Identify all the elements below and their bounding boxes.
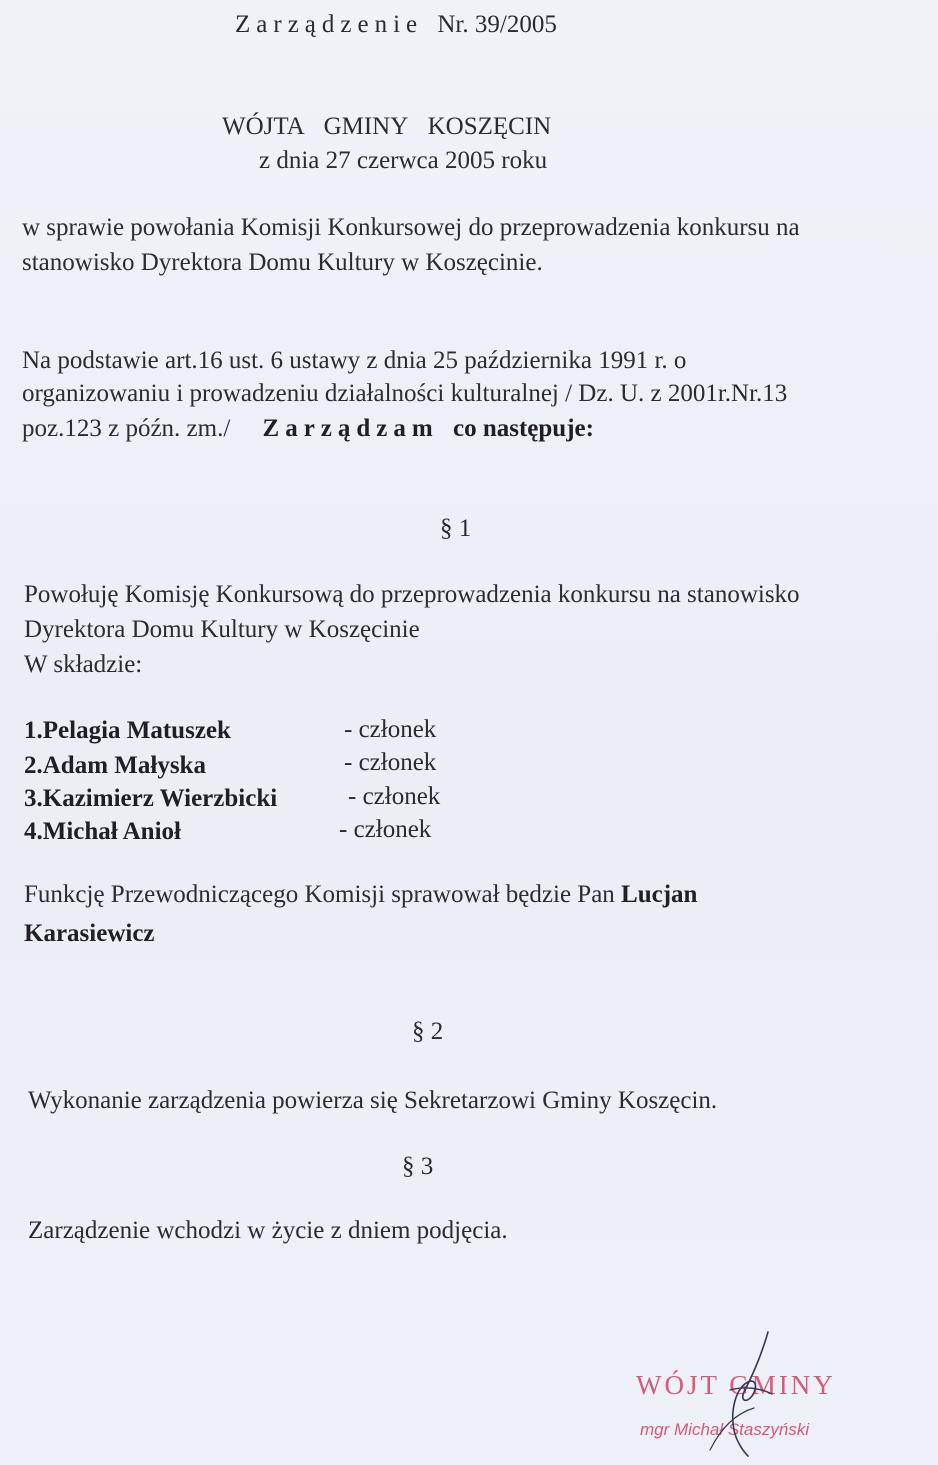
section-2-text: Wykonanie zarządzenia powierza się Sekretarzowi Gminy Koszęcin. <box>28 1087 718 1114</box>
basis-line-3 <box>22 412 594 446</box>
handwritten-signature <box>700 1330 800 1460</box>
subject-line-1: w sprawie powołania Komisji Konkursowej do przeprowadzenia konkursu na <box>22 214 800 241</box>
section-3-marker: § 3 <box>402 1153 434 1180</box>
basis-line-2: organizowaniu i prowadzeniu działalności kulturalnej / Dz. U. z 2001r.Nr.13 <box>22 380 788 407</box>
basis-citation: poz.123 z późn. zm./ <box>22 415 231 442</box>
issuing-authority: WÓJTA GMINY KOSZĘCIN <box>222 113 552 140</box>
member-role: - członek <box>344 716 437 743</box>
chair-prefix: Funkcję Przewodniczącego Komisji sprawował będzie Pan <box>24 881 615 908</box>
chair-first-name: Lucjan <box>621 881 698 908</box>
member-role: - członek <box>348 783 441 810</box>
section-1-line-3: W składzie: <box>24 651 143 678</box>
section-2-marker: § 2 <box>412 1018 444 1045</box>
document-title <box>235 8 557 42</box>
decree-rest: co następuje: <box>452 415 594 442</box>
member-role: - członek <box>339 816 432 843</box>
member-name: 2.Adam Małyska <box>24 752 206 779</box>
subject-line-2: stanowisko Dyrektora Domu Kultury w Koszęcinie. <box>22 249 543 276</box>
section-1-line-2: Dyrektora Domu Kultury w Koszęcinie <box>24 616 420 643</box>
title-word: Zarządzenie <box>235 11 424 38</box>
member-name: 3.Kazimierz Wierzbicki <box>24 785 278 812</box>
member-role: - członek <box>344 749 437 776</box>
chair-line-1 <box>24 878 697 912</box>
stamp-title: WÓJT GMINY <box>636 1370 836 1400</box>
member-name: 4.Michał Anioł <box>24 818 181 845</box>
section-1-marker: § 1 <box>440 515 472 542</box>
member-name: 1.Pelagia Matuszek <box>24 717 231 744</box>
decree-word: Zarządzam <box>262 415 439 442</box>
section-3-text: Zarządzenie wchodzi w życie z dniem podjęcia. <box>28 1217 508 1244</box>
basis-line-1: Na podstawie art.16 ust. 6 ustawy z dnia 25 października 1991 r. o <box>22 347 687 374</box>
chair-last-name: Karasiewicz <box>24 920 155 947</box>
stamp-name: mgr Michał Staszyński <box>640 1420 810 1439</box>
title-number: Nr. 39/2005 <box>437 11 557 38</box>
document-date: z dnia 27 czerwca 2005 roku <box>259 147 548 174</box>
section-1-line-1: Powołuję Komisję Konkursową do przeprowadzenia konkursu na stanowisko <box>24 581 800 608</box>
